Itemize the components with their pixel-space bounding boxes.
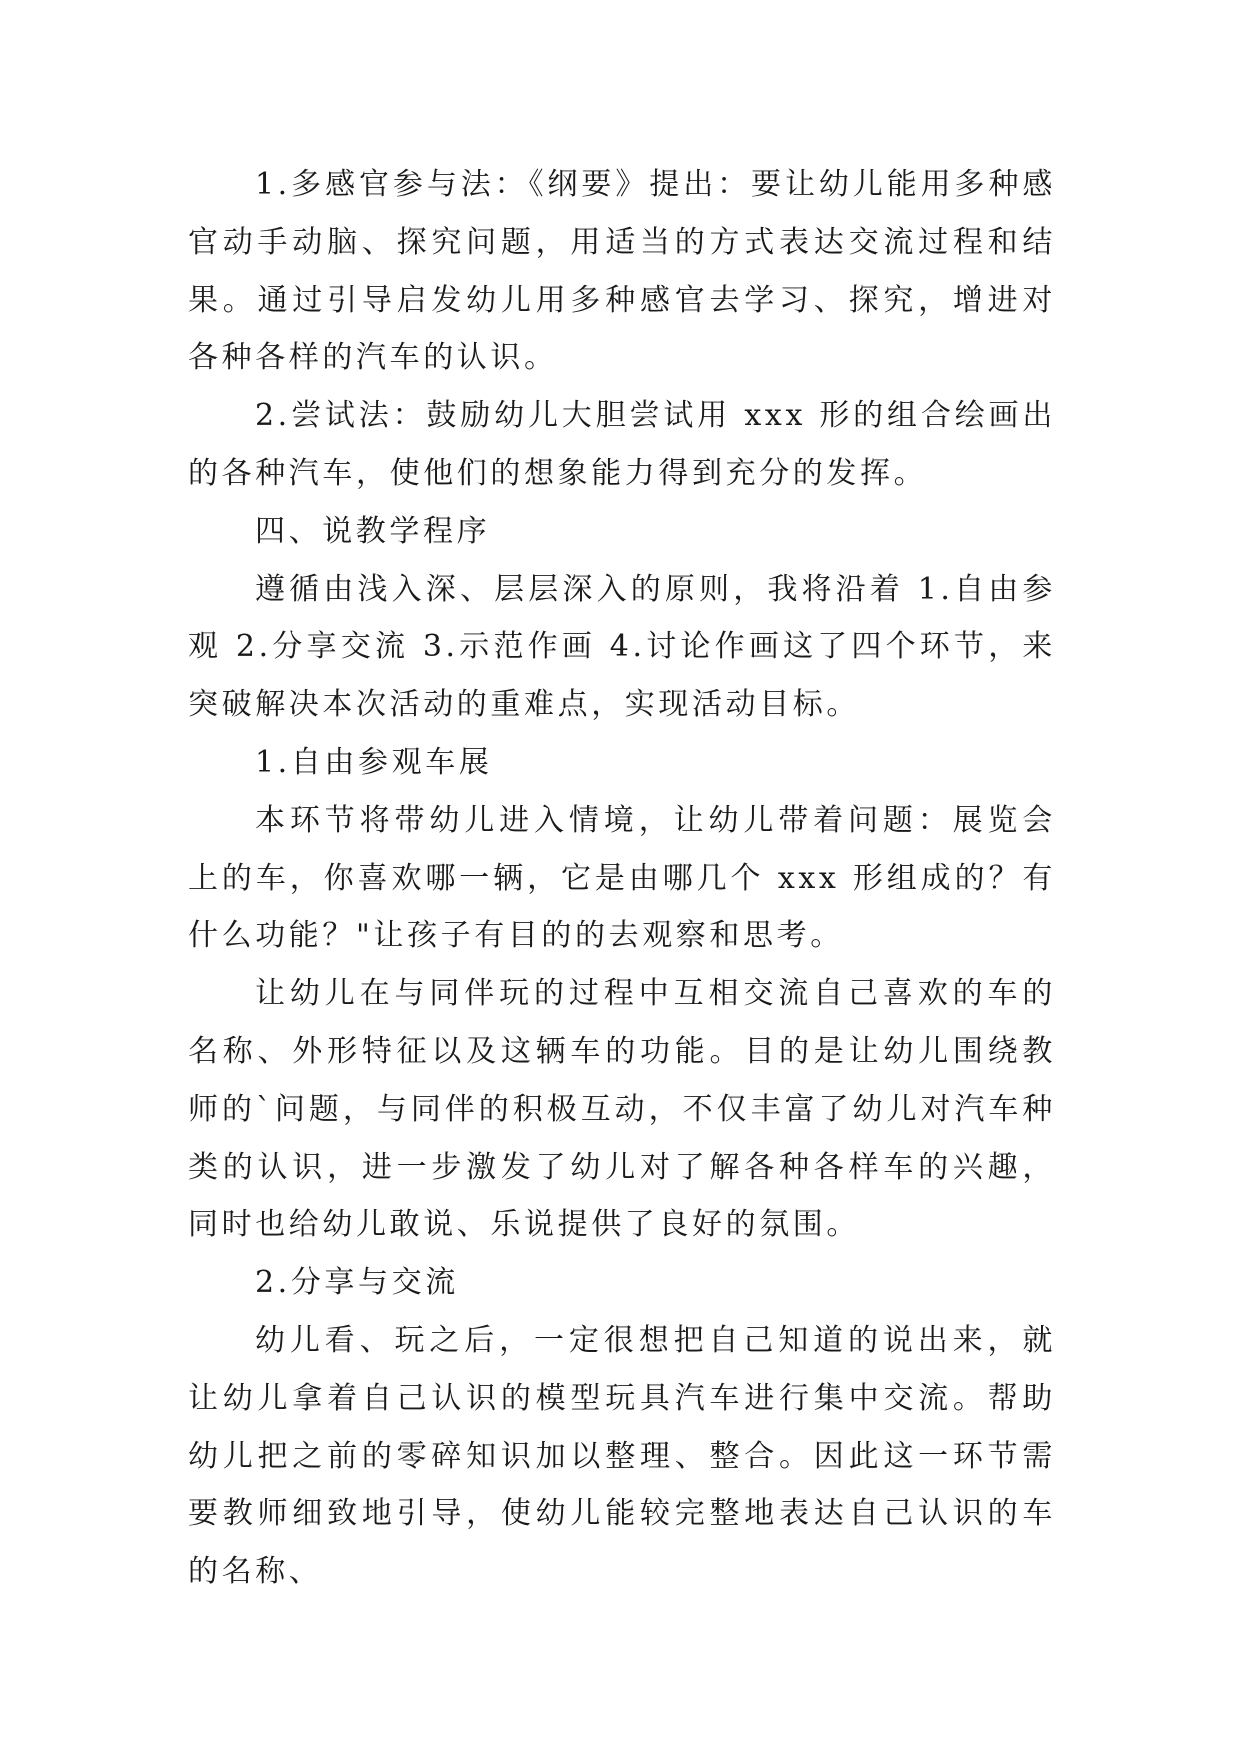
paragraph-free-visit-purpose: 让幼儿在与同伴玩的过程中互相交流自己喜欢的车的名称、外形特征以及这辆车的功能。目的是让幼儿围绕教师的`问题，与同伴的积极互动，不仅丰富了幼儿对汽车种类的认识，进一步激发了幼儿对了解各种各样车的兴趣，同时也给幼儿敢说、乐说提供了良好的氛围。	[188, 976, 1056, 1243]
paragraph-share-exchange: 幼儿看、玩之后，一定很想把自己知道的说出来，就让幼儿拿着自己认识的模型玩具汽车进行集中交流。帮助幼儿把之前的零碎知识加以整理、整合。因此这一环节需要教师细致地引导，使幼儿能较完整地表达自己认识的车的名称、	[188, 1322, 1056, 1590]
paragraph-method-multisensory: 1.多感官参与法：《纲要》提出：要让幼儿能用多种感官动手动脑、探究问题，用适当的方式表达交流过程和结果。通过引导启发幼儿用多种感官去学习、探究，增进对各种各样的汽车的认识。	[188, 167, 1056, 376]
subheading-share-exchange: 2.分享与交流	[255, 1265, 459, 1301]
document-body	[188, 156, 1056, 1601]
paragraph-procedure-overview: 遵循由浅入深、层层深入的原则，我将沿着 1.自由参观 2.分享交流 3.示范作画 4.讨论作画这了四个环节，来突破解决本次活动的重难点，实现活动目标。	[188, 571, 1056, 723]
paragraph-free-visit-intro: 本环节将带幼儿进入情境，让幼儿带着问题：展览会上的车，你喜欢哪一辆，它是由哪几个 xxx 形组成的？有什么功能？"让孩子有目的的去观察和思考。	[188, 802, 1056, 954]
subheading-free-visit: 1.自由参观车展	[255, 744, 493, 780]
paragraph-method-trial: 2.尝试法：鼓励幼儿大胆尝试用 xxx 形的组合绘画出的各种汽车，使他们的想象能力得到充分的发挥。	[188, 398, 1056, 491]
section-heading-teaching-procedure: 四、说教学程序	[255, 513, 491, 549]
